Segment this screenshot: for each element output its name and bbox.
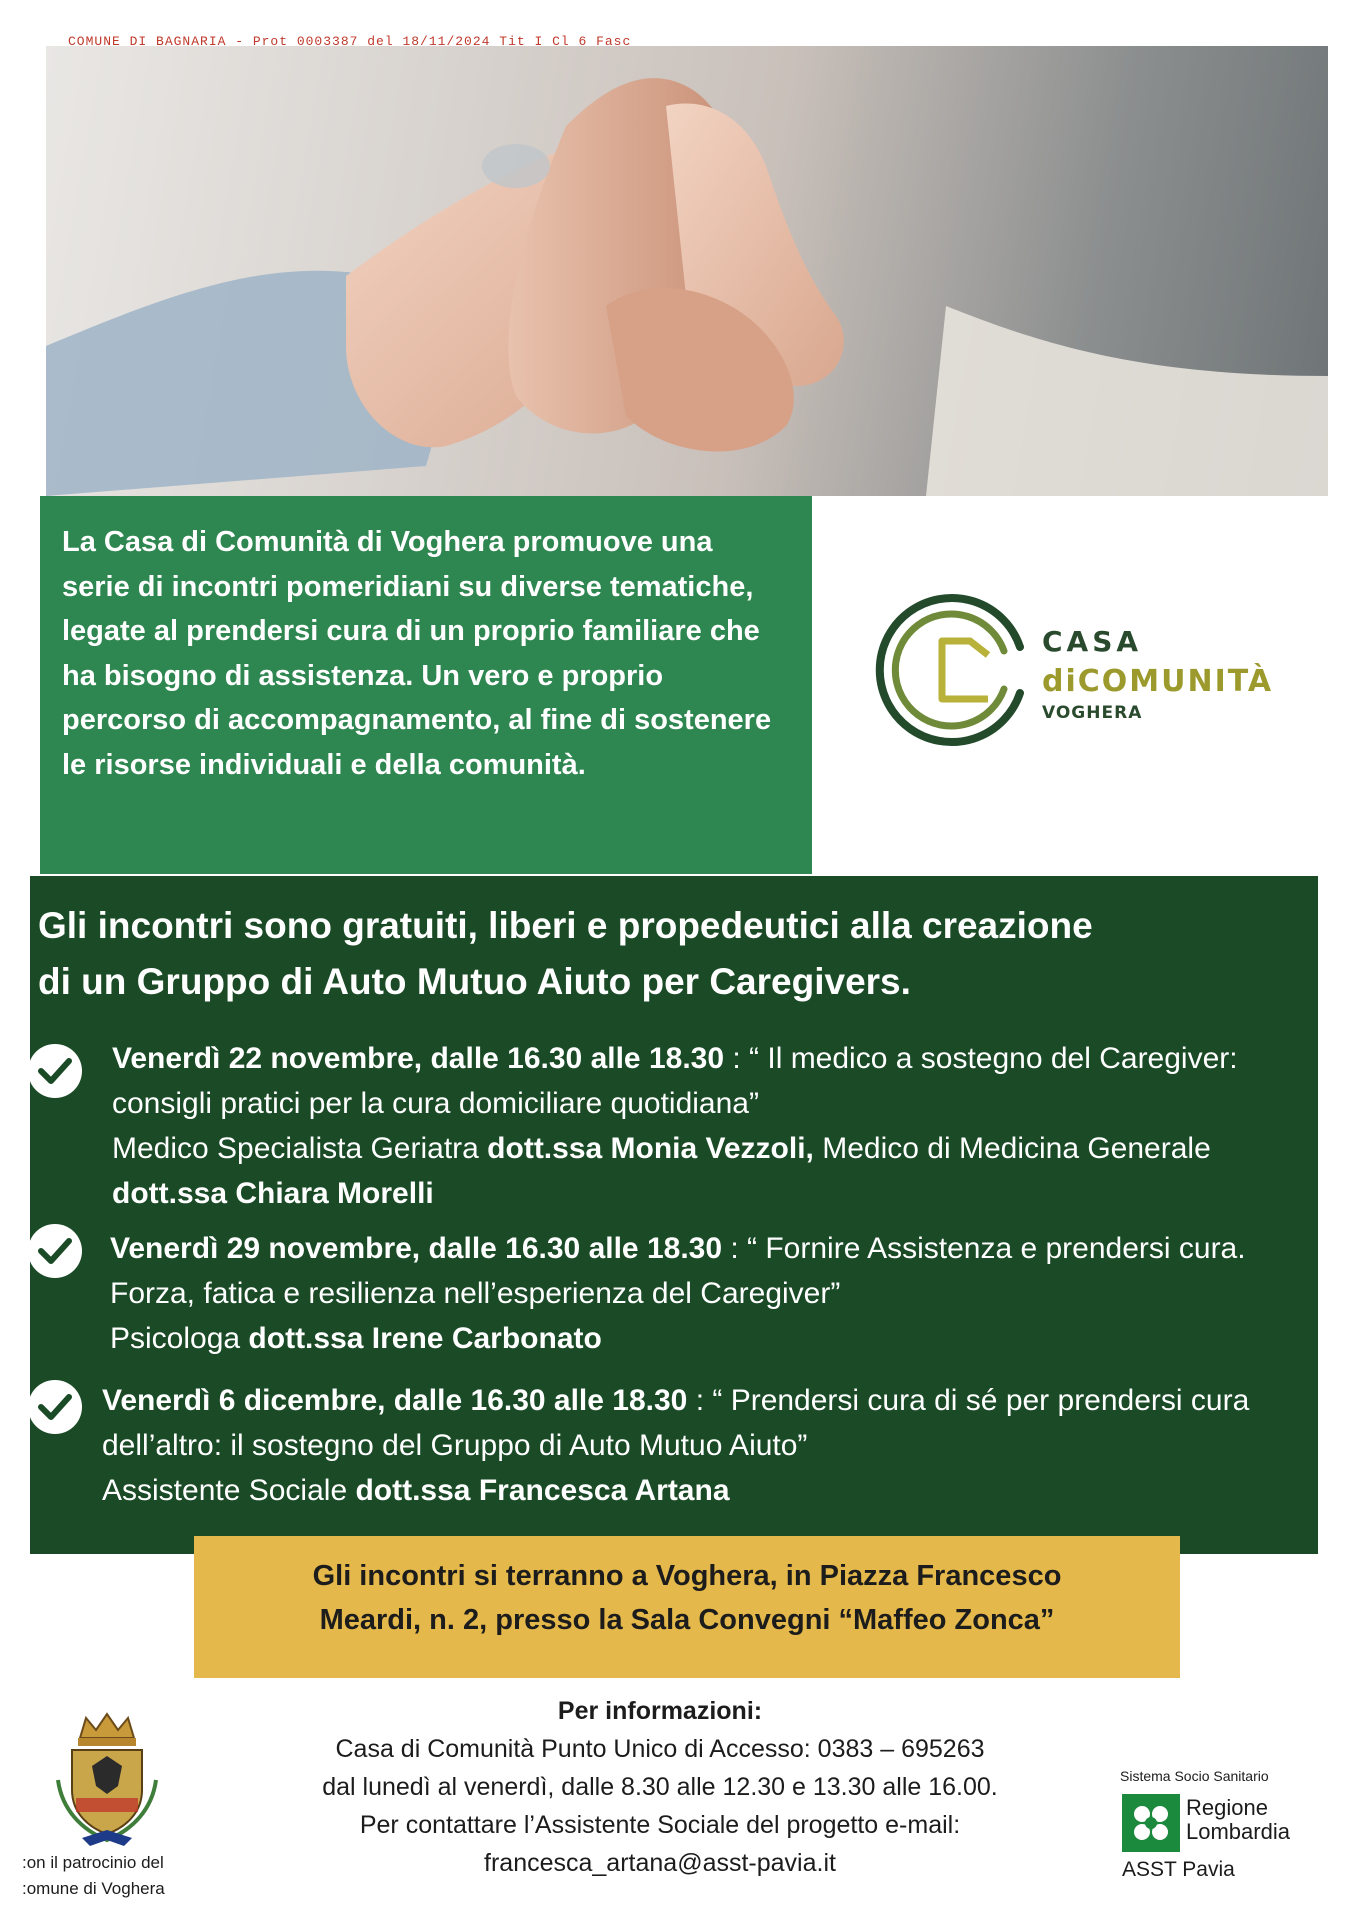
protocol-stamp: COMUNE DI BAGNARIA - Prot 0003387 del 18/11/2024 Tit I Cl 6 Fasc <box>68 34 632 49</box>
contact-info <box>230 1692 1090 1882</box>
regione-lombardia-logo <box>1120 1768 1330 1881</box>
checkmark-icon <box>28 1044 82 1098</box>
event-title: : “ Prendersi cura di sé per prendersi cura dell’altro: il sostegno del Gruppo di Auto Mutuo Aiuto” <box>102 1384 1250 1462</box>
casa-logo-mark <box>870 585 1040 755</box>
intro-text: La Casa di Comunità di Voghera promuove una serie di incontri pomeridiani su diverse tematiche, legate al prendersi cura di un proprio familiare che ha bisogno di assistenza. Un vero e proprio percorso di accompagnamento, al fine di sostenere le risorse individuali e della comunità. <box>62 526 772 781</box>
event-text <box>112 1036 1302 1216</box>
casa-di-comunita-logo <box>870 585 1310 755</box>
rl-system-label: Sistema Socio Sanitario <box>1120 1768 1269 1784</box>
info-phone: Casa di Comunità Punto Unico di Accesso: 0383 – 695263 <box>335 1735 985 1763</box>
patronage-line2: :omune di Voghera <box>22 1879 165 1898</box>
rl-name-line2: Lombardia <box>1186 1819 1290 1844</box>
logo-voghera: VOGHERA <box>1042 703 1143 723</box>
info-contact-label: Per contattare l’Assistente Sociale del progetto e-mail: <box>359 1811 961 1839</box>
speaker-name: dott.ssa Chiara Morelli <box>112 1177 434 1210</box>
intro-panel <box>40 496 812 874</box>
event-title: : “ Fornire Assistenza e prendersi cura. Forza, fatica e resilienza nell’esperienza del Caregiver” <box>110 1232 1246 1310</box>
info-heading: Per informazioni: <box>557 1697 763 1725</box>
speaker-role: Psicologa <box>110 1322 249 1355</box>
logo-casa: CASA <box>1042 625 1143 658</box>
patronage-line1: :on il patrocinio del <box>22 1853 164 1872</box>
event-title: : “ Il medico a sostegno del Caregiver: consigli pratici per la cura domiciliare quotidiana” <box>112 1042 1238 1120</box>
event-text <box>102 1378 1302 1513</box>
speaker-role: Medico Specialista Geriatra <box>112 1132 488 1165</box>
rl-name-line1: Regione <box>1186 1795 1268 1820</box>
rl-name <box>1186 1796 1290 1844</box>
speaker-name: dott.ssa Francesca Artana <box>355 1474 730 1507</box>
checkmark-icon <box>28 1380 82 1434</box>
speaker-name: dott.ssa Monia Vezzoli, <box>487 1132 814 1165</box>
event-date: Venerdì 6 dicembre, dalle 16.30 alle 18.30 <box>102 1384 688 1417</box>
headline-line1: Gli incontri sono gratuiti, liberi e propedeutici alla creazione <box>38 905 1093 946</box>
asst-pavia-label: ASST Pavia <box>1122 1858 1235 1881</box>
logo-di-comunita: diCOMUNITÀ <box>1042 664 1274 699</box>
checkmark-icon <box>28 1224 82 1278</box>
regione-flower-icon <box>1122 1794 1180 1852</box>
voghera-coat-of-arms <box>52 1710 162 1850</box>
speaker-role: Medico di Medicina Generale <box>813 1132 1211 1165</box>
info-hours: dal lunedì al venerdì, dalle 8.30 alle 12.30 e 13.30 alle 16.00. <box>322 1773 998 1801</box>
speaker-name: dott.ssa Irene Carbonato <box>248 1322 602 1355</box>
hands-illustration <box>46 46 1328 496</box>
hands-photo <box>46 46 1328 496</box>
program-panel <box>30 876 1318 1554</box>
venue-box <box>194 1536 1180 1678</box>
event-date: Venerdì 29 novembre, dalle 16.30 alle 18.30 <box>110 1232 723 1265</box>
venue-line1: Gli incontri si terranno a Voghera, in Piazza Francesco <box>312 1560 1062 1592</box>
venue-line2: Meardi, n. 2, presso la Sala Convegni “Maffeo Zonca” <box>319 1604 1055 1636</box>
headline-line2: di un Gruppo di Auto Mutuo Aiuto per Caregivers. <box>38 961 911 1002</box>
crest-icon <box>52 1710 162 1850</box>
headline <box>38 898 1093 1010</box>
patronage-text <box>22 1850 165 1902</box>
event-text <box>110 1226 1300 1361</box>
event-date: Venerdì 22 novembre, dalle 16.30 alle 18.30 <box>112 1042 725 1075</box>
info-email[interactable]: francesca_artana@asst-pavia.it <box>484 1849 836 1877</box>
speaker-role: Assistente Sociale <box>102 1474 356 1507</box>
